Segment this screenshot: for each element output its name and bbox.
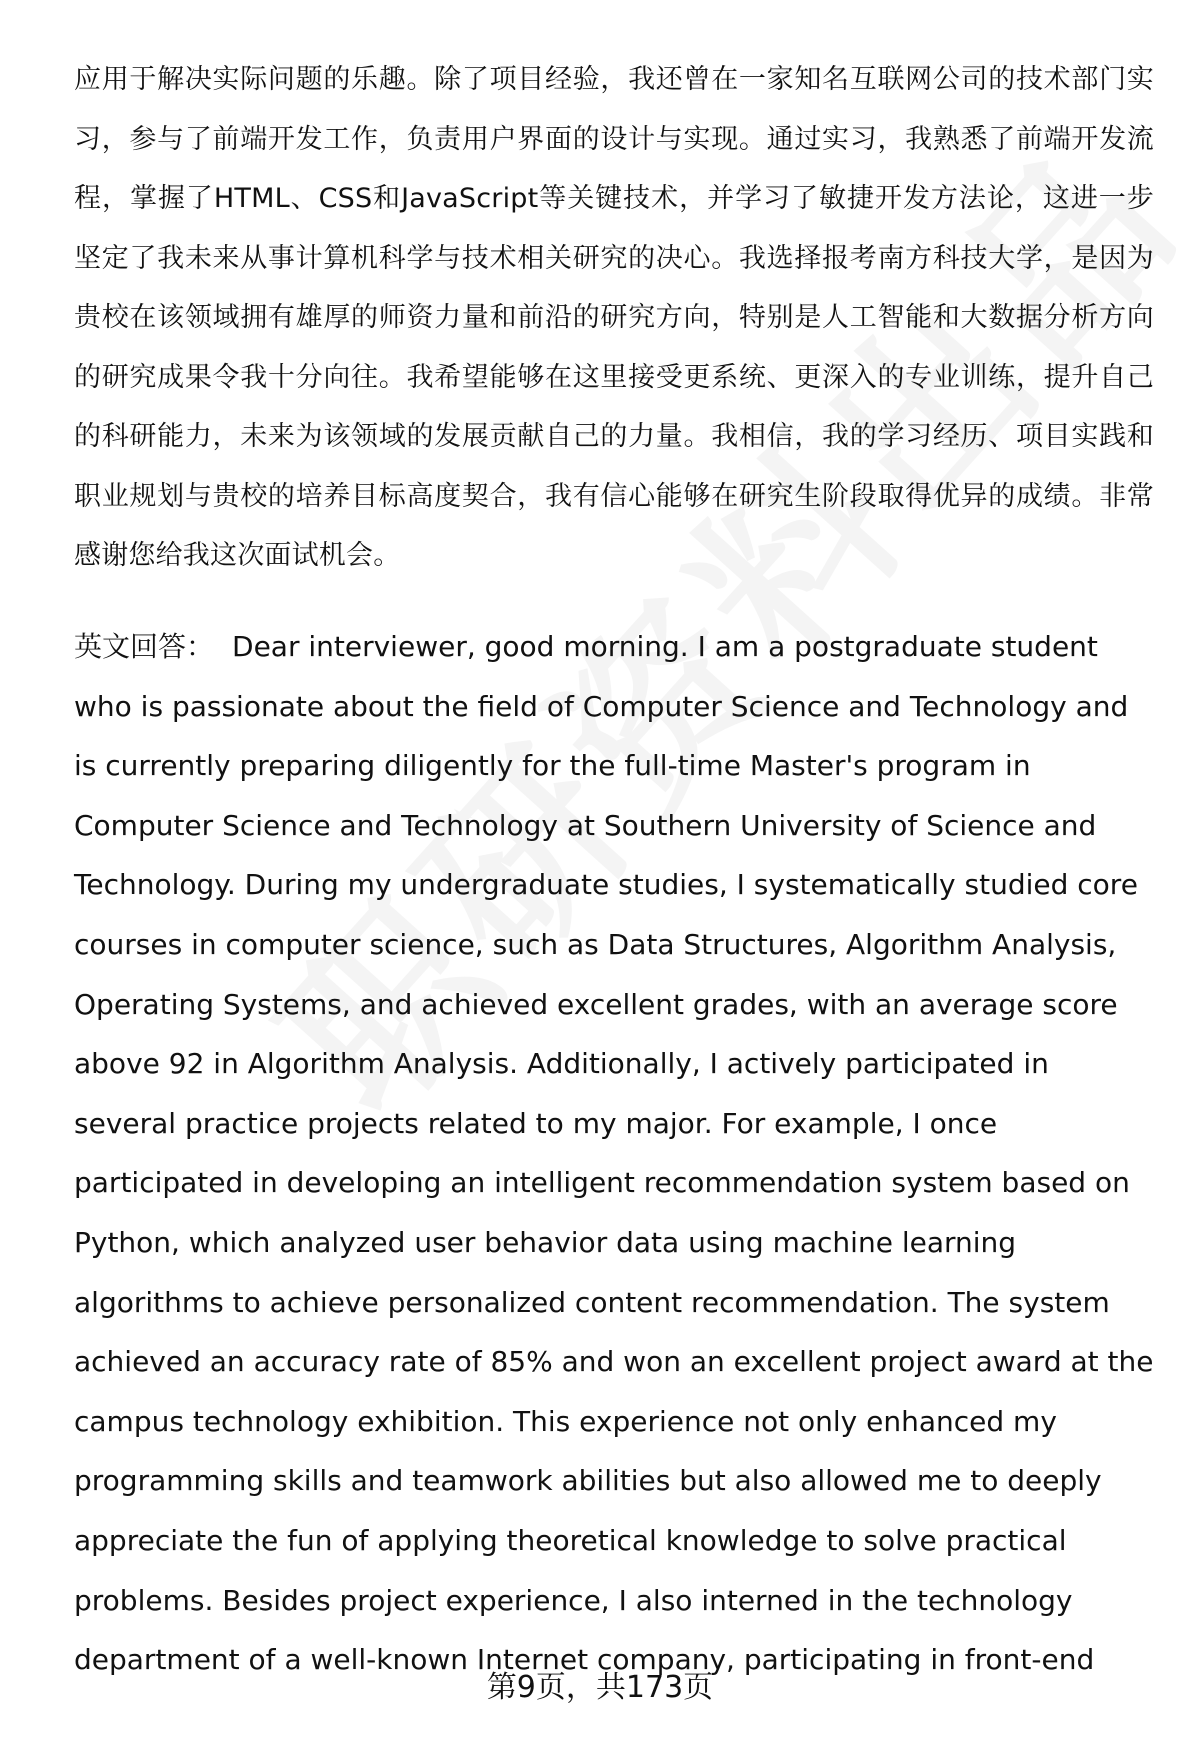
chinese-answer-paragraph: 应用于解决实际问题的乐趣。除了项目经验，我还曾在一家知名互联网公司的技术部门实习，参与了前端开发工作，负责用户界面的设计与实现。通过实习，我熟悉了前端开发流程，掌握了HTML、CSS和JavaScript等关键技术，并学习了敏捷开发方法论，这进一步坚定了我未来从事计算机科学与技术相关研究的决心。我选择报考南方科技大学，是因为贵校在该领域拥有雄厚的师资力量和前沿的研究方向，特别是人工智能和大数据分析方向的研究成果令我十分向往。我希望能够在这里接受更系统、更深入的专业训练，提升自己的科研能力，未来为该领域的发展贡献自己的力量。我相信，我的学习经历、项目实践和职业规划与贵校的培养目标高度契合，我有信心能够在研究生阶段取得优异的成绩。非常感谢您给我这次面试机会。 xyxy=(74,64,1154,571)
page-number-footer: 第9页，共173页 xyxy=(486,1670,714,1705)
english-answer-text: Dear interviewer, good morning. I am a postgraduate student who is passionate about the field of Computer Science and Technology and is currently preparing diligently for the full-time Master's program in Computer Science and Technology at Southern University of Science and Technology. During my undergraduate studies, I systematically studied core courses in computer science, such as Data Structures, Algorithm Analysis, Operating Systems, and achieved excellent grades, with an average score above 92 in Algorithm Analysis. Additionally, I actively participated in several practice projects related to my major. For example, I once participated in developing an intelligent recommendation system based on Python, which analyzed user behavior data using machine learning algorithms to achieve personalized content recommendation. The system achieved an accuracy rate of 85% and won an excellent project award at the campus technology exhibition. This experience not only enhanced my programming skills and teamwork abilities but also allowed me to deeply appreciate the fun of applying theoretical knowledge to solve practical problems. Besides project experience, I also interned in the technology department of a well-known Internet company, participating in front-end xyxy=(74,630,1154,1677)
english-answer-label: 英文回答： xyxy=(74,630,215,663)
english-answer-paragraph xyxy=(74,617,1154,1690)
